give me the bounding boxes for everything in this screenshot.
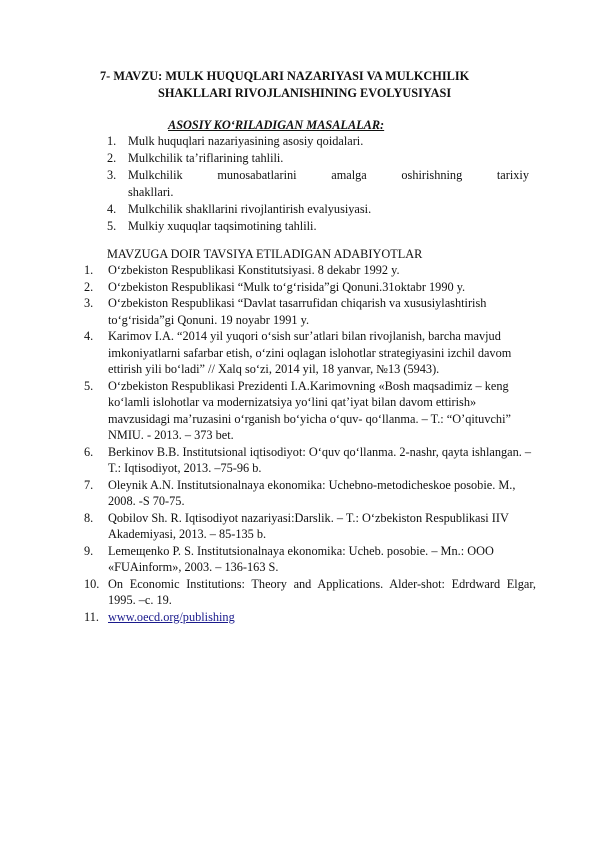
question-number: 1.	[107, 134, 117, 148]
bibliography-text: Lemeщenko P. S. Institutsionalnaya ekonomika: Ucheb. posobie. – Mn.: OOO «FUAinform», 2003. – 136-163 S.	[108, 543, 494, 574]
bibliography-text: O‘zbekiston Respublikasi “Mulk to‘g‘risida”gi Qonuni.31oktabr 1990 y.	[108, 279, 466, 294]
bibliography-item	[84, 279, 536, 296]
bibliography-text: O‘zbekiston Respublikasi Prezidenti I.A.Karimovning «Bosh maqsadimiz – keng ko‘lamli islohotlar va modernizatsiya yo‘lini qat’iyat bilan davom ettirish» mavzusidagi ma’ruzasini o‘rganish bo‘yicha o‘quv- qo‘llanma. – T.: “O’qituvchi” NMIU. - 2013. – 373 bet.	[108, 378, 511, 442]
bibliography-number: 10.	[84, 576, 100, 591]
question-item	[107, 167, 529, 201]
bibliography-number: 4.	[84, 329, 94, 343]
bibliography-item	[84, 543, 536, 576]
bibliography-item	[84, 328, 536, 378]
bibliography-text: On Economic Institutions: Theory and Applications. Alder-shot: Edrdward Elgar, 1995. –c. 19.	[108, 576, 536, 607]
bibliography-number: 7.	[84, 477, 94, 492]
question-number: 2.	[107, 151, 117, 165]
question-item	[107, 150, 529, 167]
bibliography-number: 5.	[84, 378, 94, 393]
bibliography-number: 6.	[84, 444, 94, 459]
bibliography-number: 1.	[84, 263, 94, 277]
bibliography-text: Oleynik A.N. Institutsionalnaya ekonomika: Uchebno-metodicheskoe posobie. M., 2008. -S 70-75.	[108, 477, 516, 508]
questions-heading: ASOSIY KO‘RILADIGAN MASALALAR:	[168, 118, 385, 132]
bibliography-item	[84, 378, 536, 444]
bibliography-text: Berkinov B.B. Institutsional iqtisodiyot: O‘quv qo‘llanma. 2-nashr, qayta ishlangan. – T.: Iqtisodiyot, 2013. –75-96 b.	[108, 444, 532, 475]
questions-list	[107, 133, 529, 235]
question-number: 5.	[107, 219, 117, 233]
bibliography-number: 8.	[84, 510, 94, 525]
bibliography-item	[84, 262, 536, 279]
question-item	[107, 218, 529, 235]
bibliography-text: O‘zbekiston Respublikasi Konstitutsiyasi. 8 dekabr 1992 y.	[108, 263, 400, 277]
bibliography-item	[84, 510, 536, 543]
bibliography-item	[84, 444, 536, 477]
question-text: Mulkchilik ta’riflarining tahlili.	[128, 151, 284, 165]
oecd-link[interactable]: www.oecd.org/publishing	[108, 609, 235, 624]
question-text-line-2: shakllari.	[128, 185, 174, 199]
bibliography-heading: MAVZUGA DOIR TAVSIYA ETILADIGAN ADABIYOTLAR	[107, 247, 423, 261]
bibliography-number: 11.	[84, 609, 99, 624]
bibliography-item	[84, 576, 536, 609]
bibliography-text: Qobilov Sh. R. Iqtisodiyot nazariyasi:Darslik. – T.: O‘zbekiston Respublikasi IIV Akademiyasi, 2013. – 85-135 b.	[108, 510, 509, 541]
bibliography-text: Karimov I.A. “2014 yil yuqori o‘sish sur’atlari bilan rivojlanish, barcha mavjud imkoniyatlarni safarbar etish, o‘zini oqlagan islohotlar strategiyasini izchil davom ettirish yili bo‘ladi” // Xalq so‘zi, 2014 yil, 18 yanvar, №13 (5943).	[108, 329, 512, 376]
bibliography-item	[84, 295, 536, 328]
bibliography-item	[84, 477, 536, 510]
question-number: 3.	[107, 168, 117, 182]
question-number: 4.	[107, 202, 117, 216]
bibliography-item	[84, 609, 536, 626]
question-text-line-1: Mulkchilik munosabatlarini amalga oshirishning tarixiy	[128, 168, 529, 182]
bibliography-list	[84, 262, 536, 625]
bibliography-number: 3.	[84, 296, 94, 310]
title-line-2: SHAKLLARI RIVOJLANISHINING EVOLYUSIYASI	[158, 86, 452, 100]
question-text: Mulk huquqlari nazariyasining asosiy qoidalari.	[128, 134, 364, 148]
bibliography-text: O‘zbekiston Respublikasi “Davlat tasarrufidan chiqarish va xususiylashtirish to‘g‘risida”gi Qonuni. 19 noyabr 1991 y.	[108, 296, 487, 327]
bibliography-number: 9.	[84, 543, 94, 558]
question-item	[107, 133, 529, 150]
question-text: Mulkchilik shakllarini rivojlantirish evalyusiyasi.	[128, 202, 372, 216]
bibliography-number: 2.	[84, 279, 94, 294]
question-item	[107, 201, 529, 218]
question-text: Mulkiy xuquqlar taqsimotining tahlili.	[128, 219, 317, 233]
title-line-1: 7- MAVZU: MULK HUQUQLARI NAZARIYASI VA MULKCHILIK	[100, 69, 470, 83]
page-title	[100, 68, 540, 102]
